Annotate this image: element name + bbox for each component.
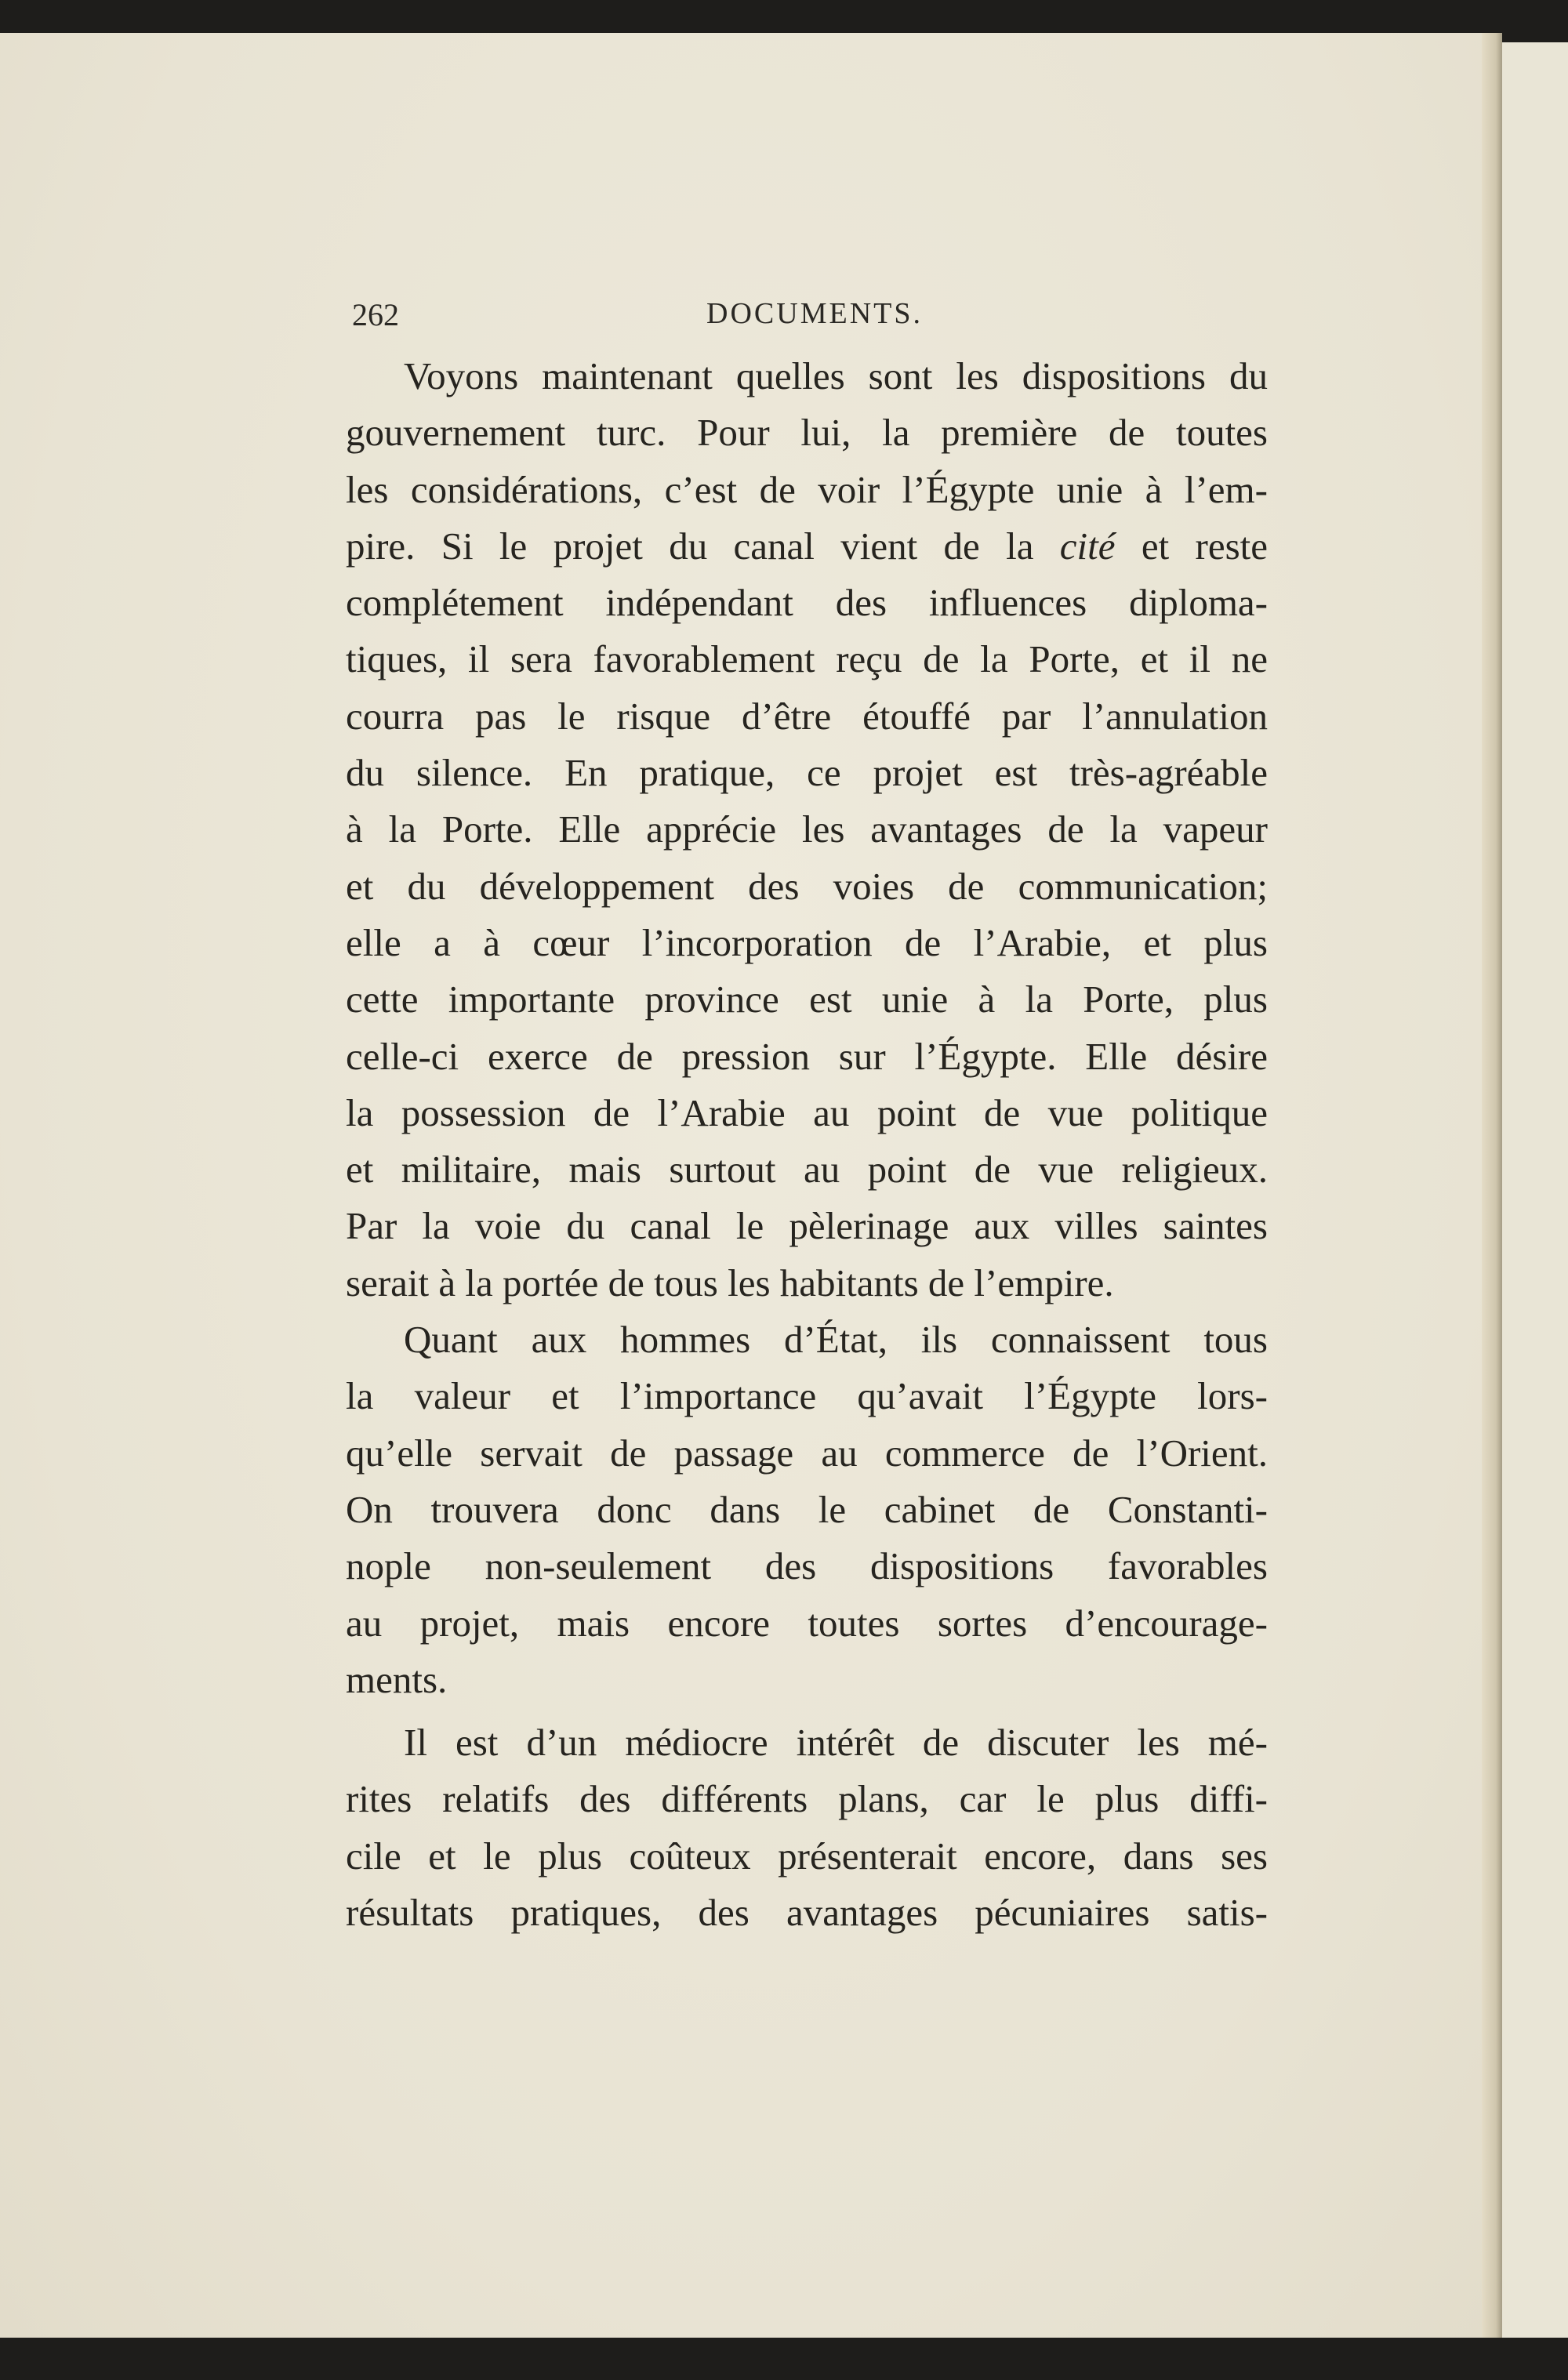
text-line: les considérations, c’est de voir l’Égypte unie à l’em- (346, 467, 1268, 511)
text-line: la possession de l’Arabie au point de vue politique (346, 1090, 1268, 1134)
text-line: qu’elle servait de passage au commerce de l’Orient. (346, 1431, 1268, 1475)
page-number: 262 (352, 297, 399, 332)
page-header (346, 296, 1268, 337)
text-segment: et reste (1115, 524, 1268, 568)
text-line: au projet, mais encore toutes sortes d’encourage- (346, 1601, 1268, 1645)
paragraph (346, 1312, 1268, 1708)
text-line: du silence. En pratique, ce projet est très-agréable (346, 751, 1268, 795)
text-line: cette importante province est unie à la Porte, plus (346, 978, 1268, 1021)
text-line: Quant aux hommes d’État, ils connaissent tous (404, 1318, 1268, 1362)
body-text (346, 348, 1268, 1941)
text-line: On trouvera donc dans le cabinet de Constanti- (346, 1487, 1268, 1531)
text-line (346, 518, 1268, 575)
text-line: ments. (346, 1657, 448, 1701)
text-line: tiques, il sera favorablement reçu de la Porte, et il ne (346, 637, 1268, 681)
text-line: gouvernement turc. Pour lui, la première de toutes (346, 411, 1268, 455)
text-line: Voyons maintenant quelles sont les dispositions du (404, 354, 1268, 397)
text-line: et militaire, mais surtout au point de vue religieux. (346, 1148, 1268, 1192)
paragraph (346, 1714, 1268, 1941)
running-title: DOCUMENTS. (706, 297, 923, 330)
text-line: elle a à cœur l’incorporation de l’Arabie, et plus (346, 920, 1268, 964)
text-line: complétement indépendant des influences diploma- (346, 581, 1268, 625)
text-segment: pire. Si le projet du canal vient de la (346, 524, 1060, 568)
paragraph-gap (346, 1708, 1268, 1714)
text-line: courra pas le risque d’être étouffé par l’annulation (346, 694, 1268, 738)
text-line: celle-ci exerce de pression sur l’Égypte. Elle désire (346, 1034, 1268, 1078)
text-line: Il est d’un médiocre intérêt de discuter les mé- (404, 1721, 1268, 1765)
italic-word: cité (1059, 524, 1116, 568)
text-line: à la Porte. Elle apprécie les avantages de la vapeur (346, 807, 1268, 851)
adjacent-page-edge (1502, 42, 1568, 2338)
text-line: cile et le plus coûteux présenterait encore, dans ses (346, 1834, 1268, 1878)
paragraph (346, 348, 1268, 1312)
page-gutter (1482, 33, 1502, 2338)
text-line: Par la voie du canal le pèlerinage aux villes saintes (346, 1204, 1268, 1248)
text-line: la valeur et l’importance qu’avait l’Égypte lors- (346, 1374, 1268, 1418)
text-line: et du développement des voies de communication; (346, 864, 1268, 908)
text-line: nople non-seulement des dispositions favorables (346, 1544, 1268, 1588)
text-line: rites relatifs des différents plans, car le plus diffi- (346, 1777, 1268, 1821)
text-line: résultats pratiques, des avantages pécuniaires satis- (346, 1891, 1268, 1935)
text-line: serait à la portée de tous les habitants de l’empire. (346, 1261, 1114, 1304)
